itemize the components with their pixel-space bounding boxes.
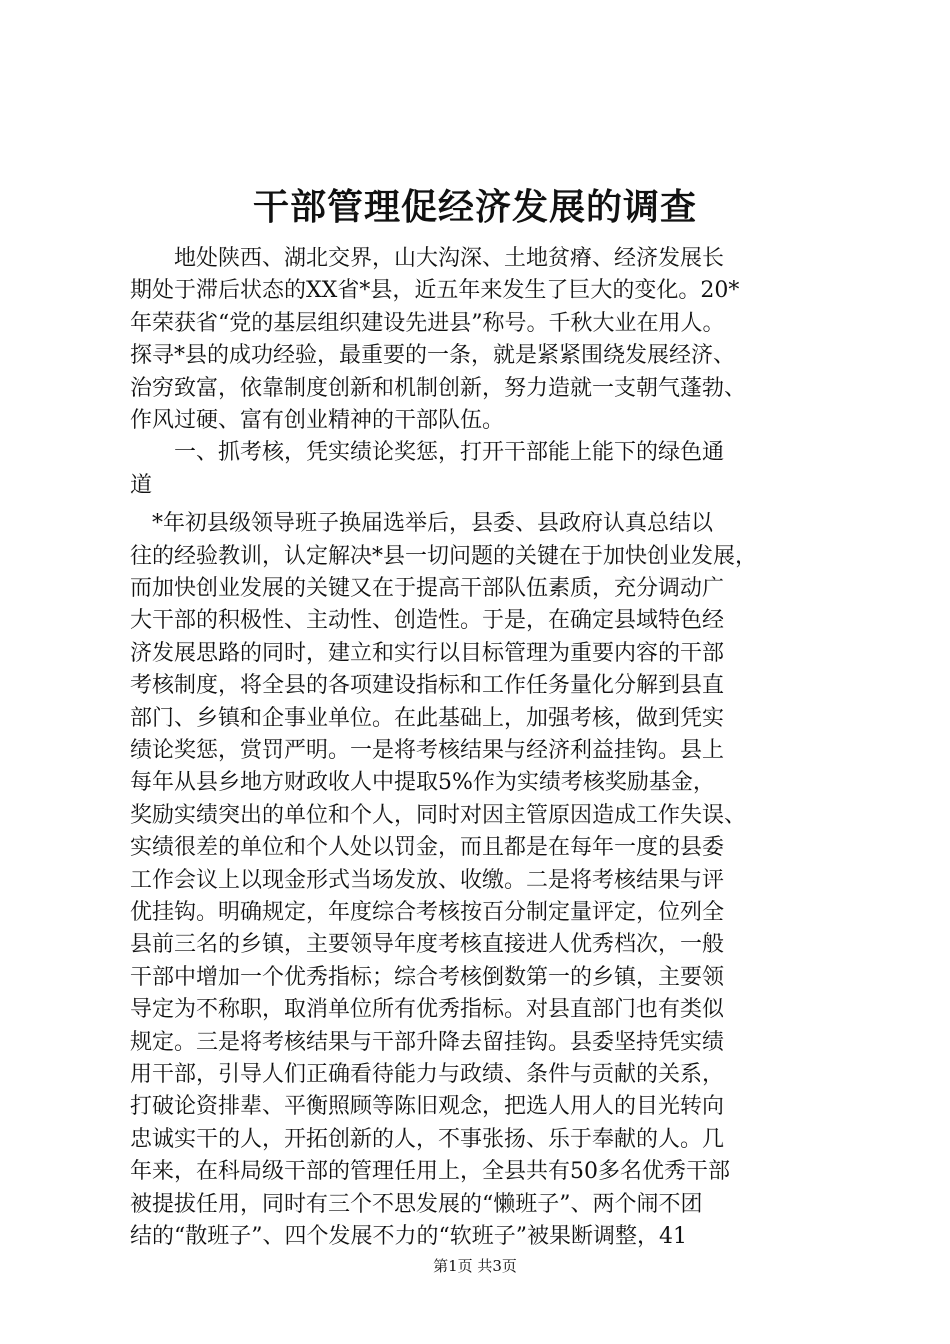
body-line: 往的经验教训，认定解决*县一切问题的关键在于加快创业发展，: [130, 544, 758, 569]
body-line: 治穷致富，依靠制度创新和机制创新，努力造就一支朝气蓬勃、: [130, 376, 747, 401]
body-line: 被提拔任用，同时有三个不思发展的“懒班子”、两个闹不团: [130, 1192, 703, 1217]
body-line: 导定为不称职，取消单位所有优秀指标。对县直部门也有类似: [130, 997, 725, 1022]
body-line: 干部中增加一个优秀指标；综合考核倒数第一的乡镇，主要领: [130, 965, 725, 990]
body-line: 用干部，引导人们正确看待能力与政绩、条件与贡献的关系，: [130, 1062, 725, 1087]
body-line: 县前三名的乡镇，主要领导年度考核直接进人优秀档次，一般: [130, 932, 725, 957]
body-line: 忠诚实干的人，开拓创新的人，不事张扬、乐于奉献的人。几: [130, 1127, 725, 1152]
body-line: 大干部的积极性、主动性、创造性。于是，在确定县域特色经: [130, 608, 725, 633]
body-line: 规定。三是将考核结果与干部升降去留挂钩。县委坚持凭实绩: [130, 1030, 725, 1055]
body-line: 绩论奖惩，赏罚严明。一是将考核结果与经济利益挂钩。县上: [130, 738, 725, 763]
body-line: 作风过硬、富有创业精神的干部队伍。: [130, 408, 505, 433]
document-title: 干部管理促经济发展的调查: [252, 186, 697, 228]
body-line: 奖励实绩突出的单位和个人，同时对因主管原因造成工作失误、: [130, 803, 747, 828]
body-line: 年来，在科局级干部的管理任用上，全县共有50多名优秀干部: [130, 1159, 730, 1184]
body-line: 年荣获省“党的基层组织建设先进县”称号。千秋大业在用人。: [130, 311, 725, 336]
section-heading-line: 道: [130, 473, 153, 498]
section-heading-line: 一、抓考核，凭实绩论奖惩，打开干部能上能下的绿色通: [130, 440, 725, 465]
body-line: 优挂钩。明确规定，年度综合考核按百分制定量评定，位列全: [130, 900, 725, 925]
body-line: 期处于滞后状态的XX省*县，近五年来发生了巨大的变化。20*: [130, 278, 740, 303]
body-line: 部门、乡镇和企事业单位。在此基础上，加强考核，做到凭实: [130, 706, 725, 731]
body-line: 打破论资排辈、平衡照顾等陈旧观念，把选人用人的目光转向: [130, 1094, 725, 1119]
body-line: 而加快创业发展的关键又在于提高干部队伍素质，充分调动广: [130, 576, 725, 601]
body-line: 地处陕西、湖北交界，山大沟深、土地贫瘠、经济发展长: [130, 246, 725, 271]
page-footer: 第1页 共3页: [433, 1257, 517, 1275]
body-line: 考核制度，将全县的各项建设指标和工作任务量化分解到县直: [130, 673, 725, 698]
body-line: 每年从县乡地方财政收人中提取5%作为实绩考核奖励基金，: [130, 770, 715, 795]
body-line: 工作会议上以现金形式当场发放、收缴。二是将考核结果与评: [130, 868, 725, 893]
body-line: *年初县级领导班子换届选举后，县委、县政府认真总结以: [130, 511, 714, 536]
body-line: 济发展思路的同时，建立和实行以目标管理为重要内容的干部: [130, 641, 725, 666]
body-line: 实绩很差的单位和个人处以罚金，而且都是在每年一度的县委: [130, 835, 725, 860]
body-line: 结的“散班子”、四个发展不力的“软班子”被果断调整，41: [130, 1224, 687, 1249]
body-line: 探寻*县的成功经验，最重要的一条，就是紧紧围绕发展经济、: [130, 343, 736, 368]
